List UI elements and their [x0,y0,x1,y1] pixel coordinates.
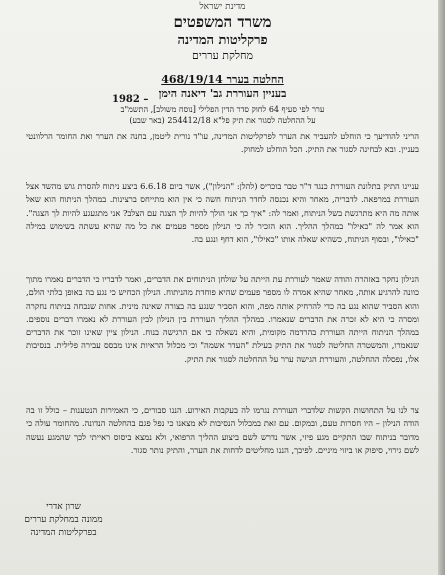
body-section-4 [26,404,419,457]
letterhead-department: מחלקת עררים [191,49,254,62]
letterhead-ministry: משרד המשפטים [173,13,272,31]
signer-name: שרון אדרי [46,502,81,512]
paragraph: עניינו התיק בתלונת העוררת כנגד ד"ר טבר בוכריס (להלן: "הנילון"), אשר ביום 6.6.18 ביצע ניתוח להסרת גוש מהשד אצל העוררת במרפאה. לדבריה, מאחר והיא נכנסה לחדר הניתוח חשה כי אין הוא מתייחס ברצינות. במהלך הניתוח הוא שאל אותה מה היא מתרגשת בשל הניתוח, ואמר לה: "איך כך אני הולך להיות לך הצגה עם הצלב? אני מתגעגע להיות לך הצגה". הוא אמר לה "כאילו" במהלך ההליך. הוא הזכיר לה כי הנילון מספר פעמים את כל מה שהיא עשתה בשימוש במילה "כאילו", ובסוף הניתוח, כשהיא שאלה אותו "כאילו", הוא דחף ונגע בה. [26,181,419,245]
subtitle-line: ערר לפי סעיף 64 לחוק סדר הדין הפלילי [נוסח משולב], התשמ"ב [120,105,325,114]
letterhead-office: פרקליטות המדינה [177,33,268,48]
subtitle-line: על ההחלטה לסגור את תיק פל"א 254412/18 (באר שבע) [129,116,316,125]
letterhead-state: מדינת ישראל [199,2,246,12]
body-section-3 [26,273,419,366]
scan-edge [438,0,445,575]
paragraph: צר לנו על התחושות הקשות שלדברי העוררת נגרמו לה בעקבות האירוע. הננו סבורים, כי האמירות הנטענות – כולל זו בה הודה הנילון – היו חסרות טעם, ובמקום. עם זאת במכלול הנסיבות לא מצאנו כי נפל פגם בהחלטה הנדונה. מהחומר עולה כי מדובר בניתוח שבו התקיים מגע פיזי, אשר נדרש לשם ביצוע ההליך הרפואי, ולא נמצא ביסוס ראייתי לכך שהמגע נעשה לשם גירוי, סיפוק או ביזוי מיניים. לפיכך, הננו מחליטים לדחות את הערר, והתיק נותר סגור. [26,405,419,455]
signer-office: בפרקליטות המדינה [30,528,97,538]
law-year: – 1982 [112,94,149,105]
decision-subtitle [110,104,335,126]
signature-block [6,501,121,540]
decision-subject: בעניין העוררת גב' דיאנה הימן [158,87,287,100]
body-intro [26,130,419,157]
body-section-2 [26,180,419,246]
decision-title: החלטה בערר 468/19/14 [161,73,284,86]
signer-title: ממונה במחלקת עררים [24,515,103,525]
paragraph: הנילון נחקר באזהרה והודה שאמר לעוררת עת הייתה על שולחן הניתוחים את הדברים, ואמר לדבריו כי הדברים נאמרו מתוך כוונה להרגיע אותה, מאחר שהיא אמרה לו מספר פעמים שהיא פוחדת מהניתוח. הנילון הכחיש כי נגע בה באופן בלתי הולם, והוא הסביר שהוא נגע בה כדי להרחיק אותה מפה, והוא הסביר שנגע בה בצורה שאינה מינית. אחות שנכחה בניתוח נחקרה ומסרה כי היא לא זכרה את הדברים שנאמרו. במהלך ההליך העוררת בין הנילון לבין העוררת לא נאמרו דברים נוספים. במהלך הניתוח הייתה העוררת בהרדמה מקומית, והיא נשאלה כי אם הרגישה בנוח. הנילון ציין שאינו זוכר את הדברים שנאמרו, והמשטרה החליטה לסגור את התיק בעילת "העדר אשמה" וכי מכלול הראיות אינו מבסס עבירה פלילית. בנסיבות אלו, נפסלה ההחלטה, והעוררת הגישה ערר על ההחלטה לסגור את התיק. [26,274,419,364]
paragraph: הריני להודיעך כי הוחלט להעביר את הערר לפרקליטות המדינה, עו"ד נורית ליטמן, בחנה את הערר ואת החומר הרלוונטי בעניין. ובא לבחינה לסגור את התיק. הכל הוחלט למחוק. [26,131,419,155]
